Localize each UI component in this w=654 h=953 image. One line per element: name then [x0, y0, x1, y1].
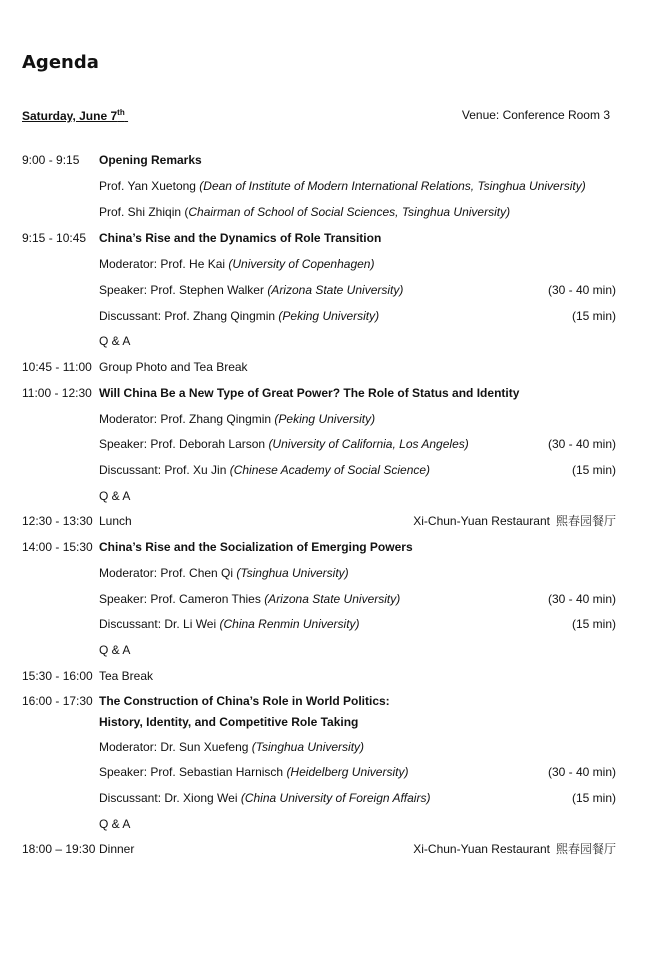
session-title: Opening Remarks [99, 153, 202, 167]
session-title: China’s Rise and the Dynamics of Role Transition [99, 231, 382, 245]
row-time: 9:15 - 10:45 [22, 231, 87, 245]
restaurant-name: Xi-Chun-Yuan Restaurant [413, 514, 550, 528]
session-date [22, 108, 128, 123]
duration: (30 - 40 min) [547, 283, 616, 297]
qa-label: Q & A [99, 817, 131, 831]
agenda-row-qa [22, 331, 616, 351]
agenda-row-speaker [22, 280, 616, 300]
session-date-suffix: th [117, 108, 125, 117]
agenda-row-qa [22, 814, 616, 834]
duration: (15 min) [571, 617, 616, 631]
agenda-row-lunch [22, 511, 616, 531]
restaurant-name-chinese: 熙春园餐厅 [555, 842, 616, 856]
row-time: 10:45 - 11:00 [22, 360, 92, 374]
restaurant-name: Xi-Chun-Yuan Restaurant [413, 842, 550, 856]
person-name: Moderator: Prof. Zhang Qingmin [99, 412, 275, 426]
agenda-row-speaker [22, 762, 616, 782]
row-time: 9:00 - 9:15 [22, 153, 80, 167]
duration: (15 min) [571, 791, 616, 805]
agenda-row-discussant [22, 306, 616, 326]
duration: (30 - 40 min) [547, 437, 616, 451]
person-name: Speaker: Prof. Deborah Larson [99, 437, 269, 451]
agenda-row-discussant [22, 460, 616, 480]
agenda-page [22, 0, 622, 953]
row-time: 12:30 - 13:30 [22, 514, 93, 528]
agenda-row-speaker [22, 434, 616, 454]
row-time: 18:00 – 19:30 [22, 842, 96, 856]
person-name: Moderator: Prof. He Kai [99, 257, 229, 271]
affiliation: (Arizona State University) [267, 283, 404, 297]
agenda-row-qa [22, 486, 616, 506]
affiliation: (China University of Foreign Affairs) [240, 791, 431, 805]
duration: (30 - 40 min) [547, 765, 616, 779]
agenda-row-speaker [22, 589, 616, 609]
agenda-row-session [22, 691, 616, 711]
agenda-row-session [22, 383, 616, 403]
row-time: 11:00 - 12:30 [22, 386, 92, 400]
person-name: Prof. Yan Xuetong [99, 179, 200, 193]
person-name: Moderator: Prof. Chen Qi [99, 566, 237, 580]
session-title-continued: History, Identity, and Competitive Role Taking [99, 715, 359, 729]
agenda-row-speaker [22, 176, 616, 196]
agenda-row-session [22, 228, 616, 248]
person-name: Moderator: Dr. Sun Xuefeng [99, 740, 252, 754]
affiliation: (Arizona State University) [264, 592, 401, 606]
agenda-row-dinner [22, 839, 616, 859]
venue-label: Venue: Conference Room 3 [461, 108, 610, 122]
person-name: Discussant: Prof. Zhang Qingmin [99, 309, 279, 323]
agenda-row-break [22, 357, 616, 377]
duration: (15 min) [571, 309, 616, 323]
page-title: Agenda [22, 52, 99, 73]
person-name: Discussant: Dr. Xiong Wei [99, 791, 241, 805]
affiliation: (Peking University) [278, 309, 380, 323]
date-venue-line [22, 108, 610, 128]
session-title: The Construction of China’s Role in World Politics: [99, 694, 390, 708]
agenda-row-break [22, 666, 616, 686]
break-label: Tea Break [99, 669, 154, 683]
affiliation: (Chinese Academy of Social Science) [229, 463, 431, 477]
qa-label: Q & A [99, 489, 131, 503]
person-name: Discussant: Prof. Xu Jin [99, 463, 230, 477]
person-name: Discussant: Dr. Li Wei [99, 617, 220, 631]
affiliation: (Dean of Institute of Modern International Relations, Tsinghua University) [199, 179, 586, 193]
break-label: Group Photo and Tea Break [99, 360, 248, 374]
meal-label: Lunch [99, 514, 132, 528]
qa-label: Q & A [99, 643, 131, 657]
affiliation: (Peking University) [274, 412, 376, 426]
person-name: Prof. Shi Zhiqin ( [99, 205, 189, 219]
affiliation: Chairman of School of Social Sciences, Tsinghua University) [188, 205, 511, 219]
person-name: Speaker: Prof. Cameron Thies [99, 592, 265, 606]
agenda-row-moderator [22, 563, 616, 583]
affiliation: (Tsinghua University) [236, 566, 349, 580]
agenda-row-discussant [22, 788, 616, 808]
agenda-row-qa [22, 640, 616, 660]
affiliation: (Heidelberg University) [286, 765, 409, 779]
duration: (30 - 40 min) [547, 592, 616, 606]
person-name: Speaker: Prof. Stephen Walker [99, 283, 268, 297]
affiliation: (Tsinghua University) [251, 740, 365, 754]
restaurant-name-chinese: 熙春园餐厅 [555, 514, 616, 528]
agenda-row-moderator [22, 254, 616, 274]
row-time: 15:30 - 16:00 [22, 669, 93, 683]
affiliation: (China Renmin University) [219, 617, 360, 631]
duration: (15 min) [571, 463, 616, 477]
affiliation: (University of California, Los Angeles) [268, 437, 469, 451]
agenda-row-session-continued [22, 712, 616, 732]
agenda-row-moderator [22, 737, 616, 757]
row-time: 14:00 - 15:30 [22, 540, 93, 554]
agenda-row-moderator [22, 409, 616, 429]
agenda-row-opening [22, 150, 616, 170]
agenda-row-discussant [22, 614, 616, 634]
qa-label: Q & A [99, 334, 131, 348]
meal-label: Dinner [99, 842, 135, 856]
agenda-row-speaker [22, 202, 616, 222]
row-time: 16:00 - 17:30 [22, 694, 93, 708]
session-date-text: Saturday, June 7 [22, 109, 118, 123]
session-title: China’s Rise and the Socialization of Emerging Powers [99, 540, 413, 554]
session-title: Will China Be a New Type of Great Power? The Role of Status and Identity [99, 386, 520, 400]
affiliation: (University of Copenhagen) [228, 257, 375, 271]
person-name: Speaker: Prof. Sebastian Harnisch [99, 765, 287, 779]
agenda-row-session [22, 537, 616, 557]
